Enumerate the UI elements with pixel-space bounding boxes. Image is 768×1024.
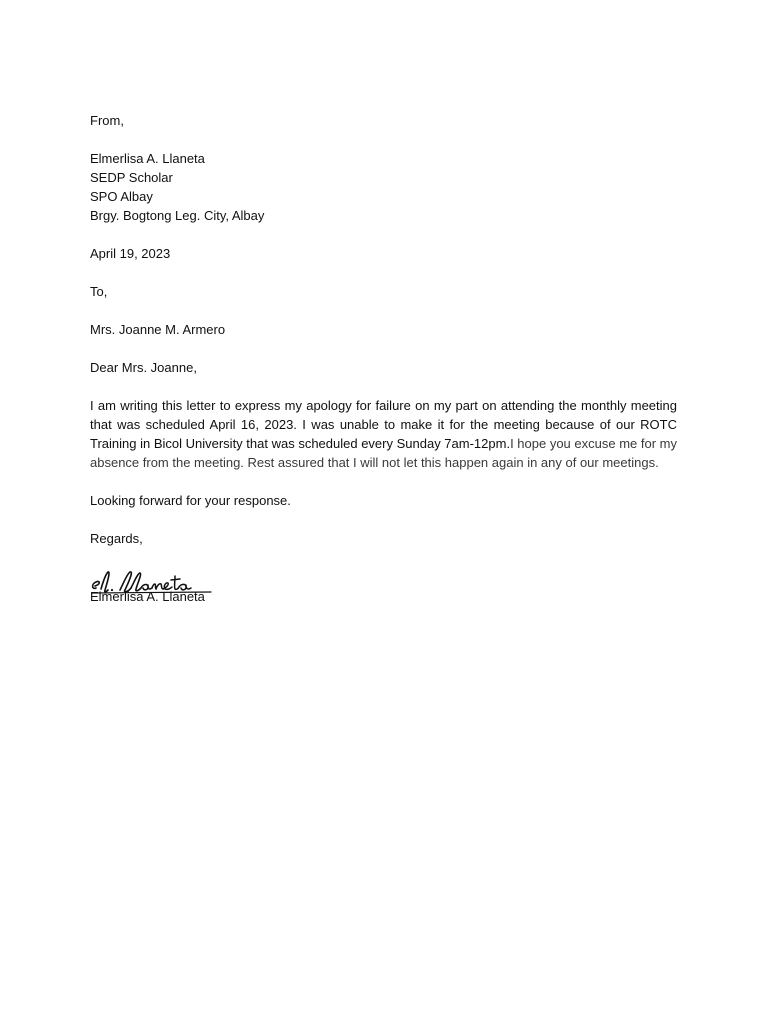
letter-content: [90, 111, 677, 608]
sender-address: Brgy. Bogtong Leg. City, Albay: [90, 208, 265, 223]
signature-block: [90, 548, 677, 608]
salutation: Dear Mrs. Joanne,: [90, 360, 197, 375]
closing-line: Looking forward for your response.: [90, 493, 291, 508]
closing: Regards,: [90, 531, 143, 546]
recipient-name: Mrs. Joanne M. Armero: [90, 322, 226, 337]
to-label: To,: [90, 284, 108, 299]
from-label: From,: [90, 113, 124, 128]
body-part-1: I am writing this letter to express my apology for failure on my part on attending the monthly meeting that was scheduled April 16, 2023. I was unable to make it for the meeting because of our ROTC Training in Bicol University that was scheduled every Sunday 7am-12pm.: [90, 398, 677, 451]
signature-printed-name: Elmerlisa A. Llaneta: [90, 589, 205, 604]
sender-title: SEDP Scholar: [90, 170, 173, 185]
letter-body: [90, 396, 677, 472]
sender-block: [90, 149, 677, 225]
sender-name: Elmerlisa A. Llaneta: [90, 151, 205, 166]
letter-date: April 19, 2023: [90, 246, 171, 261]
sender-office: SPO Albay: [90, 189, 153, 204]
body-part-2: I hope you excuse me for my absence from the meeting. Rest assured that I will not let this happen again in any of our meetings.: [90, 436, 677, 470]
